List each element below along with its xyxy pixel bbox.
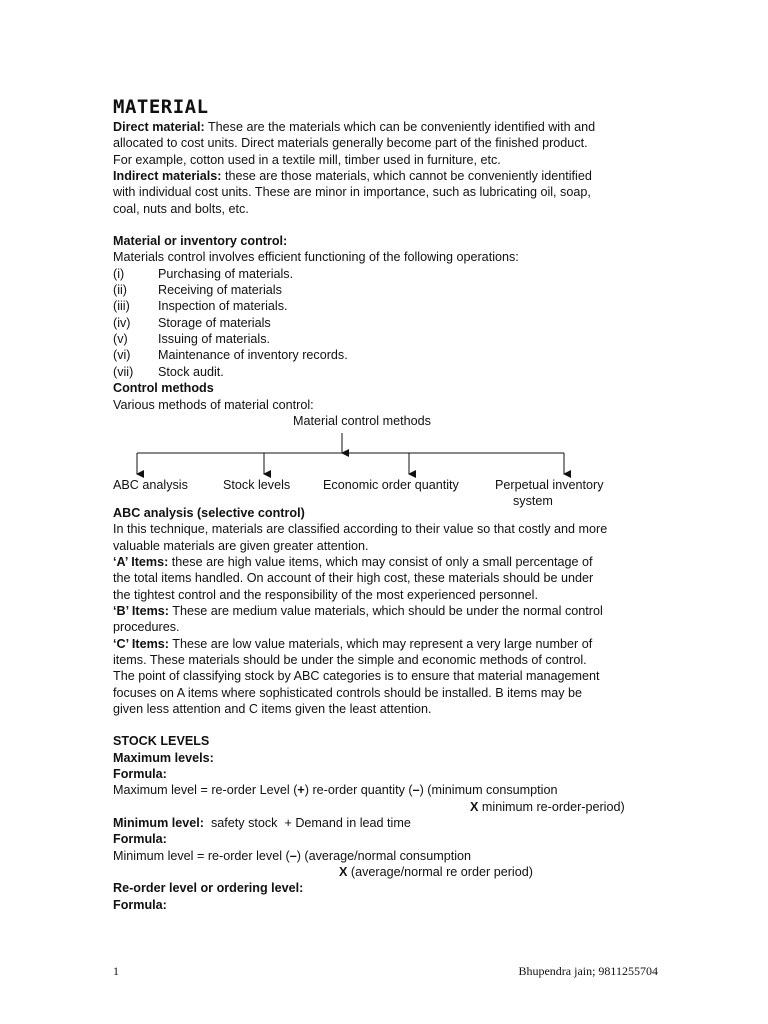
maximum-formula-line-2 [113, 799, 673, 815]
abc-paragraph-line-1: In this technique, materials are classified according to their value so that costly and more [113, 522, 608, 537]
minimum-formula-label: Formula: [113, 832, 167, 847]
c-items-line-4: focuses on A items where sophisticated controls should be installed. B items may be [113, 685, 583, 700]
indirect-material-text: these are those materials, which cannot be conveniently identified [221, 169, 592, 184]
branch-stock-levels: Stock levels [223, 477, 291, 492]
c-items-line-1 [113, 636, 673, 652]
page-number: 1 [113, 964, 119, 978]
list-item [113, 347, 673, 363]
footer-author: Bhupendra jain; 9811255704 [518, 964, 658, 978]
list-item-number: (iv) [113, 315, 131, 330]
a-items-label: ‘A’ Items: [113, 554, 169, 569]
multiply-operator: X [470, 799, 479, 814]
abc-heading: ABC analysis (selective control) [113, 505, 305, 520]
direct-material-text: These are the materials which can be conveniently identified with and [204, 120, 596, 134]
abc-paragraph-line-2: valuable materials are given greater attention. [113, 538, 369, 553]
minimum-level-label: Minimum level: [113, 816, 204, 831]
control-methods-intro: Various methods of material control: [113, 397, 314, 412]
a-items-line-3: the tightest control and the responsibility of the most experienced personnel. [113, 587, 538, 602]
direct-material-line-3: For example, cotton used in a textile mill, timber used in furniture, etc. [113, 152, 501, 167]
c-items-label: ‘C’ Items: [113, 636, 169, 651]
indirect-material-line-3: coal, nuts and bolts, etc. [113, 201, 249, 216]
formula-text: ) (average/normal consumption [296, 848, 472, 863]
page-title: MATERIAL [113, 96, 209, 118]
page-footer [113, 964, 658, 979]
formula-text: minimum re-order-period) [478, 799, 625, 814]
list-item-text: Purchasing of materials. [158, 266, 294, 281]
inventory-control-intro: Materials control involves efficient functioning of the following operations: [113, 250, 519, 265]
plus-operator: + [297, 783, 305, 798]
a-items-line-1 [113, 554, 673, 570]
minimum-level-text: safety stock + Demand in lead time [203, 816, 411, 831]
c-items-text: These are low value materials, which may represent a very large number of [169, 636, 593, 651]
list-item-number: (vi) [113, 348, 131, 363]
list-item-number: (ii) [113, 283, 127, 298]
list-item-text: Storage of materials [158, 315, 271, 330]
c-items-line-3: The point of classifying stock by ABC categories is to ensure that material management [113, 669, 600, 684]
indirect-material-line-1 [113, 168, 673, 184]
direct-material-label: Direct material: [113, 120, 205, 134]
formula-text: ) re-order quantity ( [304, 783, 413, 798]
indirect-material-line-2: with individual cost units. These are minor in importance, such as lubricating oil, soap, [113, 185, 591, 200]
formula-text: ) (minimum consumption [419, 783, 558, 798]
b-items-line-2: procedures. [113, 620, 180, 635]
direct-material-line-2: allocated to cost units. Direct materials generally become part of the finished product. [113, 136, 588, 151]
indirect-material-label: Indirect materials: [113, 169, 222, 184]
c-items-line-5: given less attention and C items given the least attention. [113, 701, 432, 716]
stock-levels-heading: STOCK LEVELS [113, 734, 210, 749]
minus-operator: – [412, 783, 420, 798]
list-item-text: Issuing of materials. [158, 332, 270, 347]
diagram-root-label: Material control methods [293, 413, 431, 428]
formula-text: (average/normal re order period) [347, 865, 533, 880]
b-items-label: ‘B’ Items: [113, 603, 169, 618]
formula-text: Maximum level = re-order Level ( [113, 783, 298, 798]
minimum-level-line [113, 815, 673, 831]
formula-text: Minimum level = re-order level ( [113, 848, 290, 863]
reorder-formula-label: Formula: [113, 897, 167, 912]
list-item-text: Inspection of materials. [158, 299, 288, 314]
list-item-number: (iii) [113, 299, 130, 314]
list-item [113, 298, 673, 314]
minimum-formula-line-1 [113, 848, 673, 864]
list-item [113, 315, 673, 331]
list-item [113, 282, 673, 298]
control-methods-heading: Control methods [113, 381, 214, 396]
a-items-text: these are high value items, which may consist of only a small percentage of [168, 554, 593, 569]
direct-material-line-1 [113, 119, 673, 135]
list-item-number: (v) [113, 332, 128, 347]
maximum-levels-heading: Maximum levels: [113, 750, 214, 765]
list-item-number: (i) [113, 266, 125, 281]
b-items-line-1 [113, 603, 673, 619]
branch-perpetual-inventory-line-2: system [513, 493, 553, 508]
list-item-text: Maintenance of inventory records. [158, 348, 348, 363]
list-item-number: (vii) [113, 364, 134, 379]
list-item [113, 364, 673, 380]
branch-perpetual-inventory: Perpetual inventory [495, 477, 604, 492]
c-items-line-2: items. These materials should be under the simple and economic methods of control. [113, 652, 587, 667]
branch-economic-order-quantity: Economic order quantity [323, 477, 459, 492]
list-item [113, 266, 673, 282]
branch-abc-analysis: ABC analysis [113, 477, 188, 492]
list-item [113, 331, 673, 347]
b-items-text: These are medium value materials, which should be under the normal control [169, 603, 603, 618]
minus-operator: – [289, 848, 297, 863]
multiply-operator: X [339, 865, 348, 880]
a-items-line-2: the total items handled. On account of their high cost, these materials should be under [113, 571, 594, 586]
inventory-control-heading: Material or inventory control: [113, 234, 288, 249]
document-page [113, 96, 673, 913]
diagram-connectors [113, 429, 673, 479]
control-methods-diagram [113, 413, 673, 508]
minimum-formula-line-2 [113, 864, 673, 880]
list-item-text: Receiving of materials [158, 283, 282, 298]
maximum-formula-label: Formula: [113, 767, 167, 781]
maximum-formula-line-1 [113, 782, 673, 798]
list-item-text: Stock audit. [158, 364, 224, 379]
reorder-level-heading: Re-order level or ordering level: [113, 881, 304, 896]
